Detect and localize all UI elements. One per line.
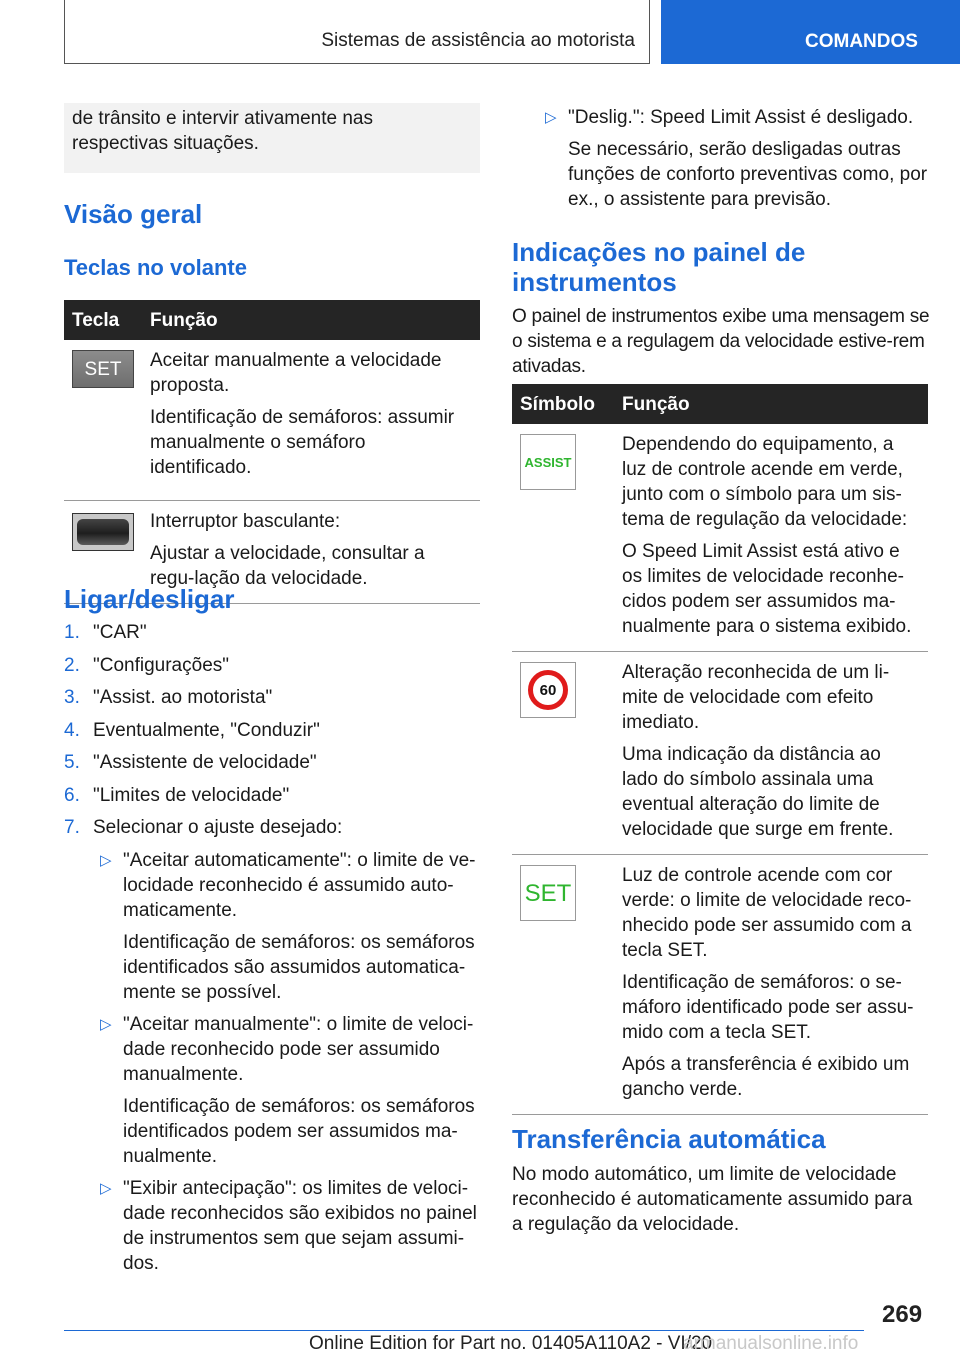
set-key-icon: SET: [72, 350, 134, 388]
heading-steering-keys: Teclas no volante: [64, 255, 247, 280]
symbols-table: [512, 384, 928, 1115]
heading-overview: Visão geral: [64, 199, 203, 229]
cell-text: Alteração reconhecida de um li-mite de velocidade com efeito imediato.: [622, 662, 890, 733]
section-tab[interactable]: [661, 0, 960, 64]
list-item: 5. "Assistente de velocidade": [64, 752, 317, 773]
cell-text: Após a transferência é exibido um gancho verde.: [622, 1054, 910, 1100]
table-header-row: [64, 300, 480, 340]
chapter-title: Sistemas de assistência ao motorista: [321, 30, 635, 51]
footer-divider: [64, 1330, 864, 1331]
steps-list: [64, 620, 480, 848]
header-box: [64, 0, 650, 64]
list-item: 7. Selecionar o ajuste desejado:: [64, 817, 343, 838]
column-header: Tecla: [64, 300, 142, 340]
cell-text: Dependendo do equipamento, a luz de controle acende em verde, junto com o símbolo para um sis-tema de regulação da velocidade:: [622, 434, 908, 530]
list-item: 3. "Assist. ao motorista": [64, 687, 273, 708]
list-item: 6. "Limites de velocidade": [64, 784, 290, 806]
column-header: Função: [142, 300, 480, 340]
cell-text: Aceitar manualmente a velocidade proposta.: [150, 350, 442, 396]
cell-text: Ajustar a velocidade, consultar a regu-lação da velocidade.: [150, 542, 425, 589]
triangle-bullet-icon: ▷: [545, 109, 557, 126]
heading-on-off: Ligar/desligar: [64, 584, 235, 614]
table-row: [512, 652, 928, 855]
section-tab-label: COMANDOS: [805, 31, 918, 52]
cell-text: O Speed Limit Assist está ativo e os limites de velocidade reconhe-cidos podem ser assumidos ma-nualmente para o sistema exibido.: [622, 541, 912, 637]
cell-text: Luz de controle acende com cor verde: o limite de velocidade reco-nhecido pode ser assumido com a tecla SET.: [622, 865, 912, 961]
edition-note: Online Edition for Part no. 01405A110A2 - VI/20: [309, 1333, 713, 1354]
set-indicator-icon: SET: [520, 865, 576, 921]
display-intro: O painel de instrumentos exibe uma mensagem se o sistema e a regulagem da velocidade estive-rem ativadas.: [512, 306, 930, 377]
continued-note: de trânsito e intervir ativamente nas respectivas situações.: [64, 103, 480, 173]
cell-text: Interruptor basculante:: [150, 510, 341, 532]
assist-indicator-icon: ASSIST: [520, 434, 576, 490]
column-header: Função: [614, 384, 928, 424]
triangle-bullet-icon: ▷: [100, 852, 112, 869]
option-item: ▷ "Aceitar automaticamente": o limite de ve-locidade reconhecido é assumido auto-maticamente. Identificação de semáforos: os semáforos identificados são assumidos automatica-mente se possível.: [100, 850, 476, 1003]
triangle-bullet-icon: ▷: [100, 1180, 112, 1197]
table-row: [512, 424, 928, 652]
transfer-text: No modo automático, um limite de velocidade reconhecido é automaticamente assumido para a regulação da velocidade.: [512, 1164, 913, 1235]
table-row: [512, 855, 928, 1115]
cell-text: Identificação de semáforos: o se-máforo identificado pode ser assu-mido com a tecla SET.: [622, 972, 914, 1043]
list-item: 4. Eventualmente, "Conduzir": [64, 719, 320, 741]
heading-instrument-display: Indicações no painel de instrumentos: [512, 237, 806, 297]
triangle-bullet-icon: ▷: [100, 1016, 112, 1033]
list-item: 1. "CAR": [64, 622, 147, 643]
watermark: armanualsonline.info: [683, 1333, 859, 1354]
column-header: Símbolo: [512, 384, 614, 424]
list-item: 2. "Configurações": [64, 654, 230, 676]
option-item: ▷ "Deslig.": Speed Limit Assist é desligado. Se necessário, serão desligadas outras funções de conforto preventivas como, por ex., o assistente para previsão.: [545, 107, 928, 210]
table-row: [64, 340, 480, 500]
table-header-row: [512, 384, 928, 424]
heading-auto-transfer: Transferência automática: [512, 1124, 826, 1154]
option-item: ▷ "Aceitar manualmente": o limite de veloci-dade reconhecido pode ser assumido manualmente. Identificação de semáforos: os semáforos identificados podem ser assumidos ma-nualmente.: [100, 1014, 475, 1167]
page-number: 269: [882, 1301, 923, 1328]
rocker-switch-icon: [72, 513, 134, 551]
cell-text: Identificação de semáforos: assumir manualmente o semáforo identificado.: [150, 407, 455, 478]
cell-text: Uma indicação da distância ao lado do símbolo assinala uma eventual alteração do limite de velocidade que surge em frente.: [622, 744, 894, 840]
option-item: ▷ "Exibir antecipação": os limites de veloci-dade reconhecidos são exibidos no painel de instrumentos sem que sejam assumi-dos.: [100, 1178, 477, 1274]
keys-table: [64, 300, 480, 604]
speed-limit-60-icon: 60: [520, 662, 576, 718]
